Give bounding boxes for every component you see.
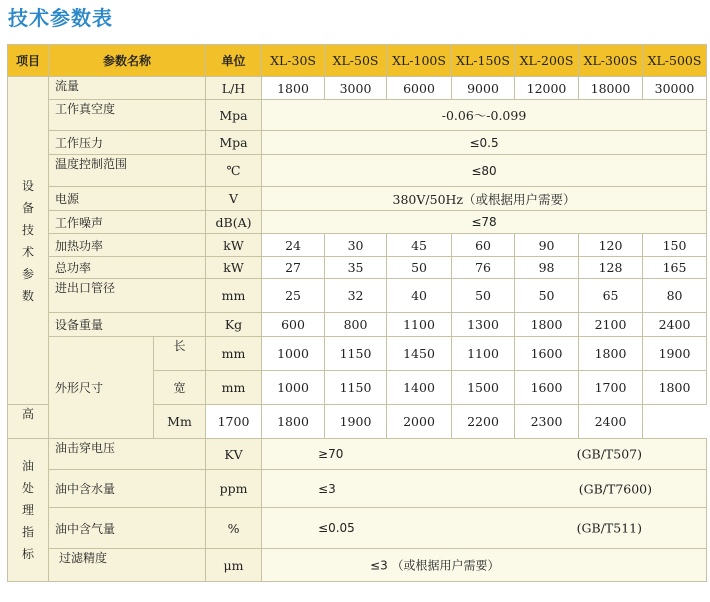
value-cell: 50 xyxy=(452,279,515,313)
value-cell: 1150 xyxy=(325,371,387,405)
param-unit: mm xyxy=(206,279,262,313)
row-weight xyxy=(8,313,707,337)
oil-value: ≥70 xyxy=(318,447,344,461)
header-model: XL-100S xyxy=(387,45,452,77)
value-cell: 1600 xyxy=(515,371,579,405)
oil-standard: (GB/T507) xyxy=(576,446,643,462)
value-cell: 30000 xyxy=(643,77,707,100)
param-unit: KV xyxy=(206,439,262,470)
dim-label: 宽 xyxy=(154,371,206,405)
oil-value: ≤0.05 xyxy=(318,521,355,535)
value-cell: 24 xyxy=(262,234,325,257)
row-pipe xyxy=(8,279,707,313)
value-cell: 1000 xyxy=(262,337,325,371)
value-cell: 1900 xyxy=(325,405,387,439)
row-breakdown xyxy=(8,439,707,470)
oil-value: ≤3 xyxy=(318,481,336,496)
value-cell: 98 xyxy=(515,257,579,279)
header-model: XL-30S xyxy=(262,45,325,77)
param-unit: L/H xyxy=(206,77,262,100)
param-unit: μm xyxy=(206,549,262,582)
param-unit: mm xyxy=(206,371,262,405)
oil-value-cell xyxy=(262,549,707,582)
shared-value: ≤0.5 xyxy=(262,131,707,155)
value-cell: 50 xyxy=(387,257,452,279)
value-cell: 6000 xyxy=(387,77,452,100)
value-cell: 2400 xyxy=(579,405,643,439)
spec-table xyxy=(7,44,707,582)
param-name: 流量 xyxy=(49,77,206,100)
value-cell: 600 xyxy=(262,313,325,337)
param-unit: kW xyxy=(206,257,262,279)
param-name: 工作真空度 xyxy=(49,100,206,131)
header-model: XL-300S xyxy=(579,45,643,77)
value-cell: 1400 xyxy=(387,371,452,405)
dim-label: 长 xyxy=(154,337,206,371)
param-name: 油中含气量 xyxy=(49,508,206,549)
param-unit: V xyxy=(206,187,262,211)
page-title: 技术参数表 xyxy=(8,6,113,30)
value-cell: 1700 xyxy=(206,405,262,439)
param-name: 加热功率 xyxy=(49,234,206,257)
row-water xyxy=(8,470,707,508)
value-cell: 2100 xyxy=(579,313,643,337)
value-cell: 2000 xyxy=(387,405,452,439)
row-total-power xyxy=(8,257,707,279)
value-cell: 80 xyxy=(643,279,707,313)
header-model: XL-500S xyxy=(643,45,707,77)
param-name: 温度控制范围 xyxy=(49,155,206,187)
value-cell: 60 xyxy=(452,234,515,257)
param-name: 总功率 xyxy=(49,257,206,279)
row-filter xyxy=(8,549,707,582)
value-cell: 800 xyxy=(325,313,387,337)
value-cell: 2300 xyxy=(515,405,579,439)
value-cell: 1900 xyxy=(643,337,707,371)
row-gas xyxy=(8,508,707,549)
row-flow xyxy=(8,77,707,100)
value-cell: 1800 xyxy=(262,405,325,439)
value-cell: 3000 xyxy=(325,77,387,100)
oil-value: ≤3 （或根据用户需要） xyxy=(370,558,500,573)
value-cell: 1800 xyxy=(579,337,643,371)
param-name: 工作噪声 xyxy=(49,211,206,234)
value-cell: 35 xyxy=(325,257,387,279)
param-unit: % xyxy=(206,508,262,549)
row-noise xyxy=(8,211,707,234)
param-name: 油中含水量 xyxy=(49,470,206,508)
value-cell: 128 xyxy=(579,257,643,279)
param-unit: ℃ xyxy=(206,155,262,187)
value-cell: 12000 xyxy=(515,77,579,100)
param-unit: dB(A) xyxy=(206,211,262,234)
value-cell: 2400 xyxy=(643,313,707,337)
header-param-name: 参数名称 xyxy=(49,45,206,77)
value-cell: 1800 xyxy=(515,313,579,337)
row-heating xyxy=(8,234,707,257)
param-unit: Mpa xyxy=(206,131,262,155)
value-cell: 45 xyxy=(387,234,452,257)
value-cell: 1800 xyxy=(262,77,325,100)
param-unit: Kg xyxy=(206,313,262,337)
value-cell: 1700 xyxy=(579,371,643,405)
value-cell: 1800 xyxy=(643,371,707,405)
value-cell: 90 xyxy=(515,234,579,257)
oil-value-cell xyxy=(262,439,707,470)
value-cell: 9000 xyxy=(452,77,515,100)
shared-value: ≤80 xyxy=(262,155,707,187)
param-name: 油击穿电压 xyxy=(49,439,206,470)
value-cell: 76 xyxy=(452,257,515,279)
value-cell: 2200 xyxy=(452,405,515,439)
value-cell: 1000 xyxy=(262,371,325,405)
oil-standard: (GB/T7600) xyxy=(578,481,653,496)
oil-value-cell xyxy=(262,470,707,508)
dim-label: 高 xyxy=(8,405,49,439)
value-cell: 1100 xyxy=(387,313,452,337)
header-row xyxy=(8,45,707,77)
param-unit: Mm xyxy=(154,405,206,439)
shared-value: -0.06～-0.099 xyxy=(262,100,707,131)
value-cell: 1150 xyxy=(325,337,387,371)
header-model: XL-200S xyxy=(515,45,579,77)
oil-standard: (GB/T511) xyxy=(576,520,643,536)
param-name: 工作压力 xyxy=(49,131,206,155)
header-item: 项目 xyxy=(8,45,49,77)
param-unit: Mpa xyxy=(206,100,262,131)
header-model: XL-50S xyxy=(325,45,387,77)
row-dim-length xyxy=(8,337,707,371)
value-cell: 65 xyxy=(579,279,643,313)
value-cell: 25 xyxy=(262,279,325,313)
value-cell: 50 xyxy=(515,279,579,313)
header-model: XL-150S xyxy=(452,45,515,77)
param-name: 电源 xyxy=(49,187,206,211)
shared-value: ≤78 xyxy=(262,211,707,234)
value-cell: 1100 xyxy=(452,337,515,371)
param-name: 进出口管径 xyxy=(49,279,206,313)
value-cell: 150 xyxy=(643,234,707,257)
header-unit: 单位 xyxy=(206,45,262,77)
param-unit: ppm xyxy=(206,470,262,508)
row-pressure xyxy=(8,131,707,155)
value-cell: 165 xyxy=(643,257,707,279)
param-name: 外形尺寸 xyxy=(49,337,154,439)
value-cell: 120 xyxy=(579,234,643,257)
value-cell: 30 xyxy=(325,234,387,257)
row-temp xyxy=(8,155,707,187)
group-oil: 油处理指标 xyxy=(8,439,49,582)
param-name: 设备重量 xyxy=(49,313,206,337)
value-cell: 32 xyxy=(325,279,387,313)
value-cell: 1500 xyxy=(452,371,515,405)
value-cell: 40 xyxy=(387,279,452,313)
param-unit: mm xyxy=(206,337,262,371)
value-cell: 18000 xyxy=(579,77,643,100)
group-equipment: 设备技术参数 xyxy=(8,77,49,405)
row-vacuum xyxy=(8,100,707,131)
oil-value-cell xyxy=(262,508,707,549)
value-cell: 1300 xyxy=(452,313,515,337)
row-power-supply xyxy=(8,187,707,211)
value-cell: 27 xyxy=(262,257,325,279)
shared-value: 380V/50Hz（或根据用户需要） xyxy=(262,187,707,211)
param-name: 过滤精度 xyxy=(49,549,206,582)
value-cell: 1450 xyxy=(387,337,452,371)
param-unit: kW xyxy=(206,234,262,257)
value-cell: 1600 xyxy=(515,337,579,371)
